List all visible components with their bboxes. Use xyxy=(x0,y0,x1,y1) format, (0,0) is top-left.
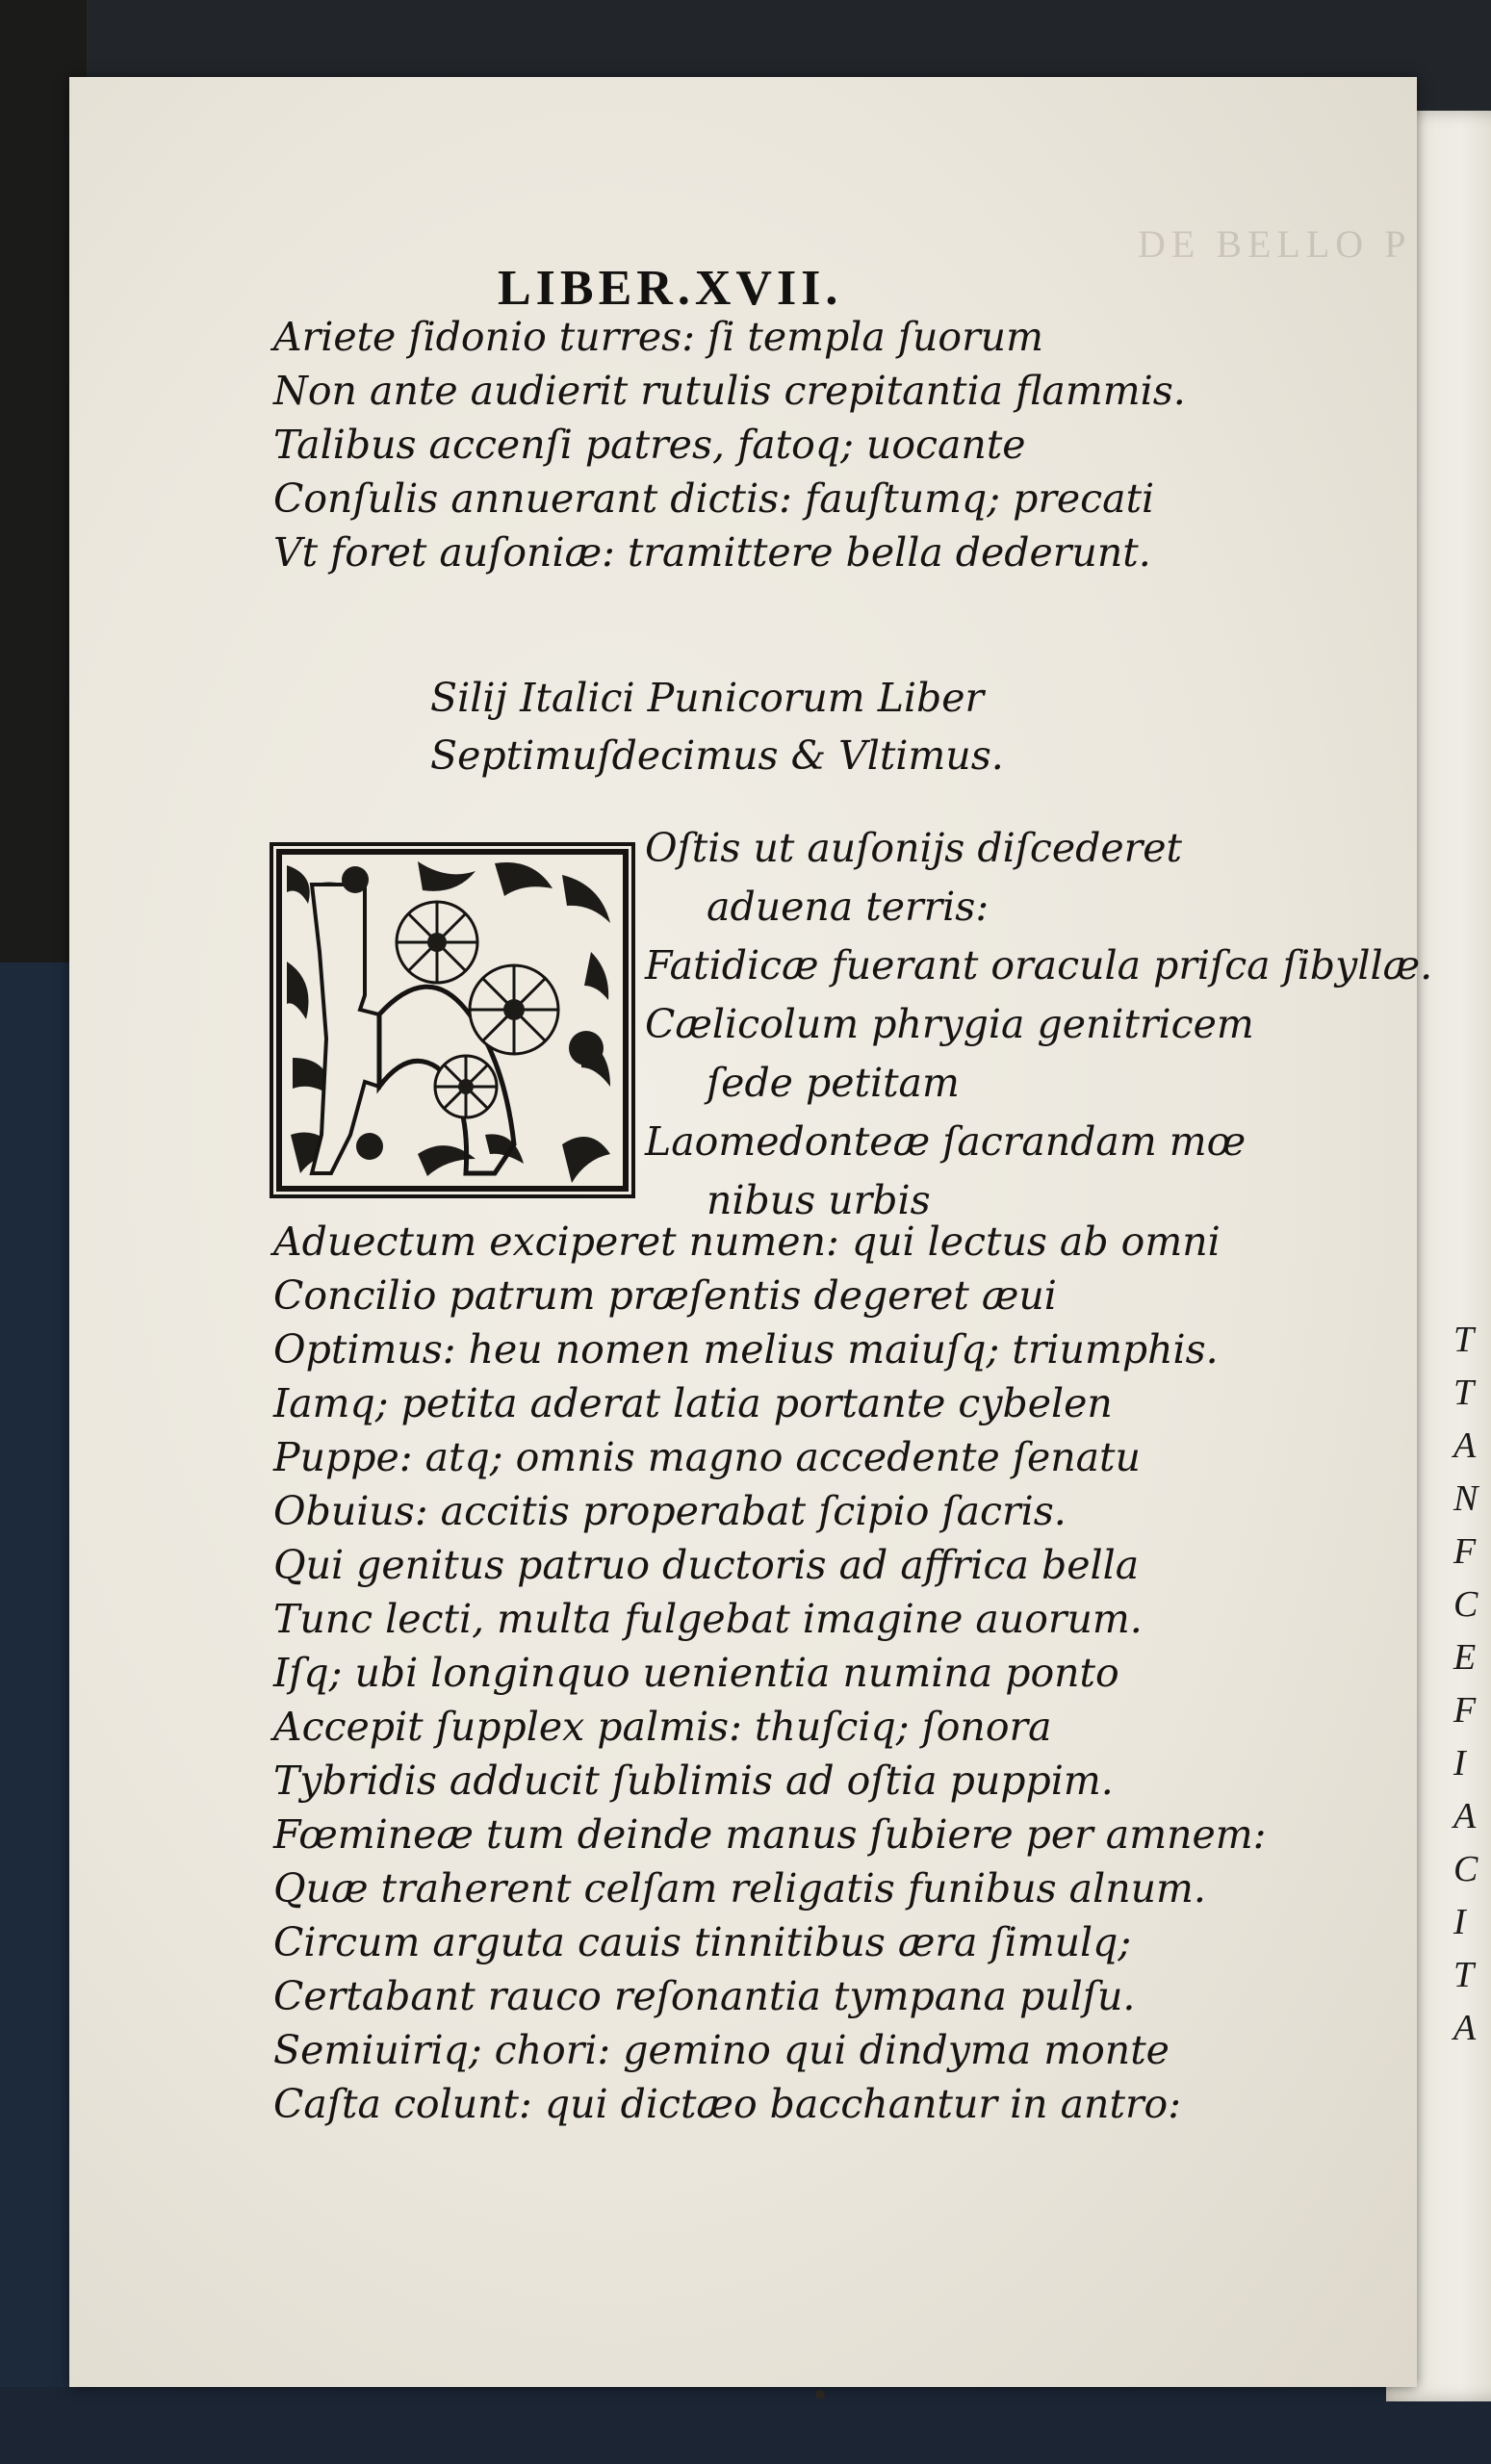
book-title-block xyxy=(430,674,1393,780)
verse-line: Laomedonteæ ſacrandam mœ xyxy=(645,1118,1247,1165)
verse-line: Accepit ſupplex palmis: thuſciq; ſonora xyxy=(273,1704,1052,1750)
verse-line: Tunc lecti, multa fulgebat imagine auorum. xyxy=(273,1596,1143,1642)
facing-page-letters xyxy=(1453,1314,1478,2055)
main-verse-block xyxy=(273,1218,1267,2128)
verse-line: Ariete ſidonio turres: ſi templa ſuorum xyxy=(273,314,1043,360)
book-title-line: Silij Italici Punicorum Liber xyxy=(430,675,985,721)
facing-page-letter: N xyxy=(1453,1478,1478,1519)
facing-page-letter: F xyxy=(1453,1531,1477,1572)
facing-page-letter: I xyxy=(1453,1743,1466,1784)
verse-line: Obuius: accitis properabat ſcipio ſacris. xyxy=(273,1488,1067,1534)
facing-page-letter: A xyxy=(1453,1796,1477,1836)
facing-page-letter: A xyxy=(1453,1425,1477,1466)
verse-line: nibus urbis xyxy=(707,1177,931,1223)
verse-line: Qui genitus patruo ductoris ad affrica bella xyxy=(273,1542,1140,1588)
opening-verse-block xyxy=(273,313,1236,577)
book-title-line: Septimuſdecimus & Vltimus. xyxy=(430,732,1004,779)
facing-page-letter: T xyxy=(1453,1373,1475,1413)
facing-page-letter: C xyxy=(1453,1849,1478,1889)
verse-line: Quæ traherent celſam religatis funibus alnum. xyxy=(273,1865,1206,1912)
verse-line: Semiuiriq; chori: gemino qui dindyma monte xyxy=(273,2027,1170,2073)
verse-beside-initial xyxy=(645,824,1432,1224)
verse-line: Puppe: atq; omnis magno accedente ſenatu xyxy=(273,1434,1141,1480)
verse-line: Oſtis ut auſonijs diſcederet xyxy=(645,825,1182,871)
book-page xyxy=(69,77,1433,2387)
verse-line: aduena terris: xyxy=(707,884,990,930)
woodcut-initial-h-icon xyxy=(270,842,635,1198)
facing-page-letter: T xyxy=(1453,1320,1475,1360)
verse-line: Aduectum exciperet numen: qui lectus ab omni xyxy=(273,1219,1221,1265)
facing-page-letter: C xyxy=(1453,1584,1478,1625)
background-bottom xyxy=(0,2387,1491,2464)
facing-page-letter: T xyxy=(1453,1955,1475,1995)
verse-line: Optimus: heu nomen melius maiuſq; triumphis. xyxy=(273,1326,1219,1373)
verse-line: Fatidicæ fuerant oracula priſca ſibyllæ. xyxy=(645,942,1433,988)
verse-line: Fœmineæ tum deinde manus ſubiere per amnem: xyxy=(273,1811,1267,1858)
verse-line: Conſulis annuerant dictis: fauſtumq; precati xyxy=(273,475,1155,522)
facing-page-letter: I xyxy=(1453,1902,1466,1942)
verse-line: ſede petitam xyxy=(707,1060,960,1106)
verse-line: Concilio patrum præſentis degeret æui xyxy=(273,1272,1057,1319)
verse-line: Non ante audierit rutulis crepitantia flammis. xyxy=(273,368,1186,414)
page-mark xyxy=(815,2390,825,2400)
verse-line: Iamq; petita aderat latia portante cybelen xyxy=(273,1380,1113,1426)
running-header: LIBER.XVII. xyxy=(498,261,843,316)
verse-line: Cælicolum phrygia genitricem xyxy=(645,1001,1254,1047)
facing-page-letter: F xyxy=(1453,1690,1477,1731)
facing-page-letter: E xyxy=(1453,1637,1477,1678)
verse-line: Talibus accenſi patres, fatoq; uocante xyxy=(273,422,1026,468)
show-through-header: DE BELLO P xyxy=(1138,222,1412,266)
verse-line: Certabant rauco reſonantia tympana pulſu. xyxy=(273,1973,1136,2019)
verse-line: Circum arguta cauis tinnitibus æra ſimulq; xyxy=(273,1919,1132,1965)
verse-line: Tybridis adducit ſublimis ad oſtia puppim. xyxy=(273,1758,1114,1804)
facing-page-letter: A xyxy=(1453,2008,1477,2048)
verse-line: Iſq; ubi longinquo uenientia numina ponto xyxy=(273,1650,1119,1696)
verse-line: Vt foret auſoniæ: tramittere bella dederunt. xyxy=(273,529,1151,576)
verse-line: Caſta colunt: qui dictæo bacchantur in antro: xyxy=(273,2081,1182,2127)
